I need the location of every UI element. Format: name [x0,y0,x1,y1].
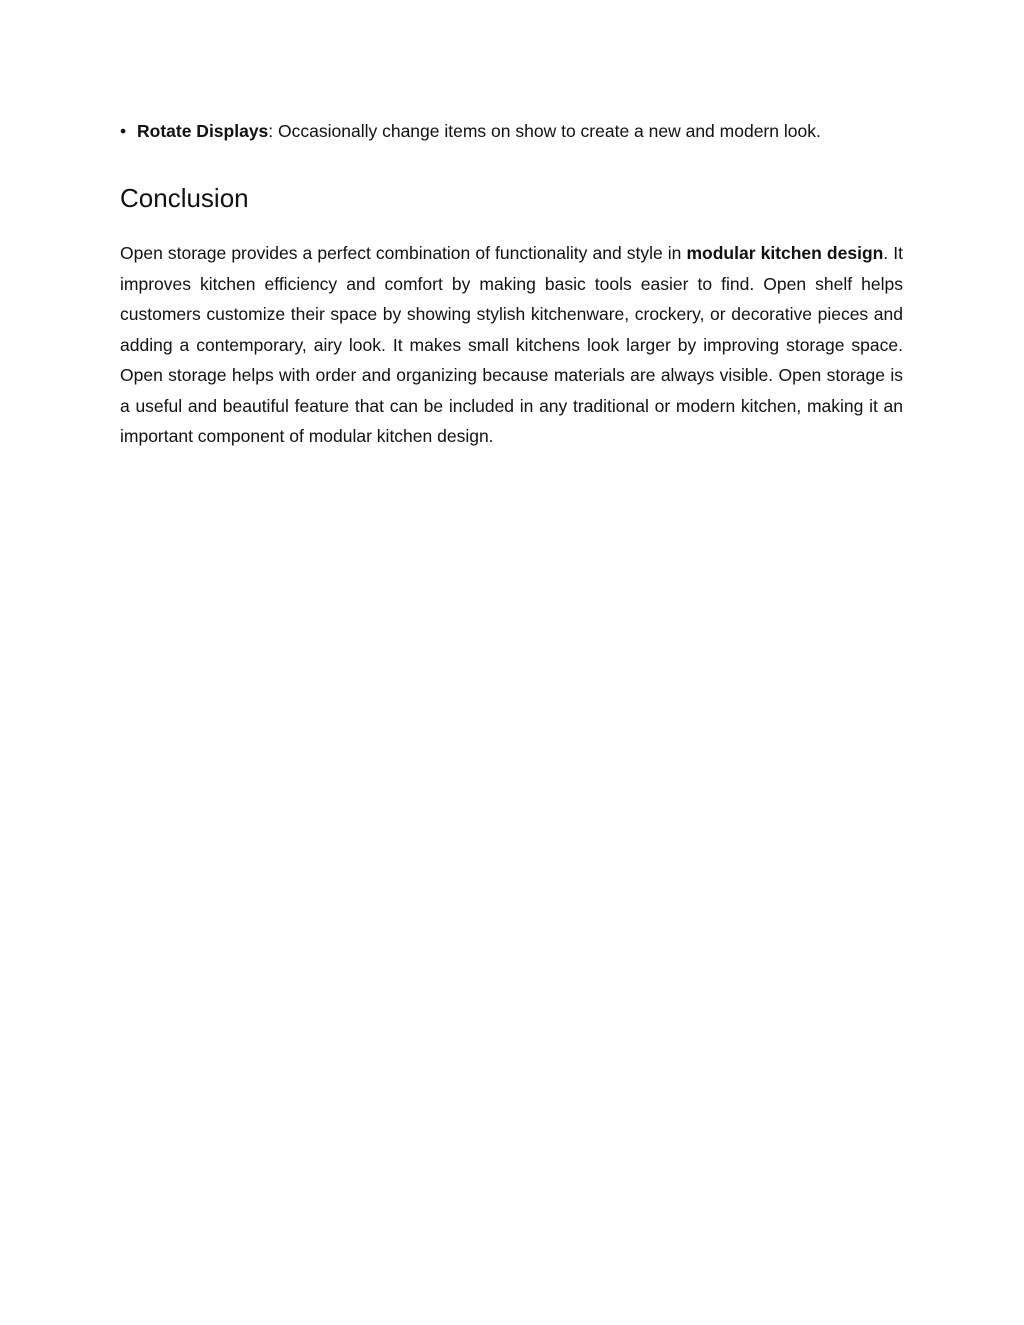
bullet-label: Rotate Displays [137,121,269,141]
list-item [120,116,903,146]
conclusion-paragraph [120,238,903,452]
bullet-text: : Occasionally change items on show to create a new and modern look. [268,121,821,141]
document-page [120,116,903,452]
bullet-list [120,116,903,146]
section-heading: Conclusion [120,183,249,213]
paragraph-text-start: Open storage provides a perfect combination of functionality and style in [120,243,687,263]
paragraph-text-end: . It improves kitchen efficiency and comfort by making basic tools easier to find. Open shelf helps customers customize their space by showing stylish kitchenware, crockery, or decorative pieces and adding a contemporary, airy look. It makes small kitchens look larger by improving storage space. Open storage helps with order and organizing because materials are always visible. Open storage is a useful and beautiful feature that can be included in any traditional or modern kitchen, making it an important component of modular kitchen design. [120,243,903,446]
paragraph-bold-phrase: modular kitchen design [686,243,884,263]
bullet-icon: • [120,121,127,141]
